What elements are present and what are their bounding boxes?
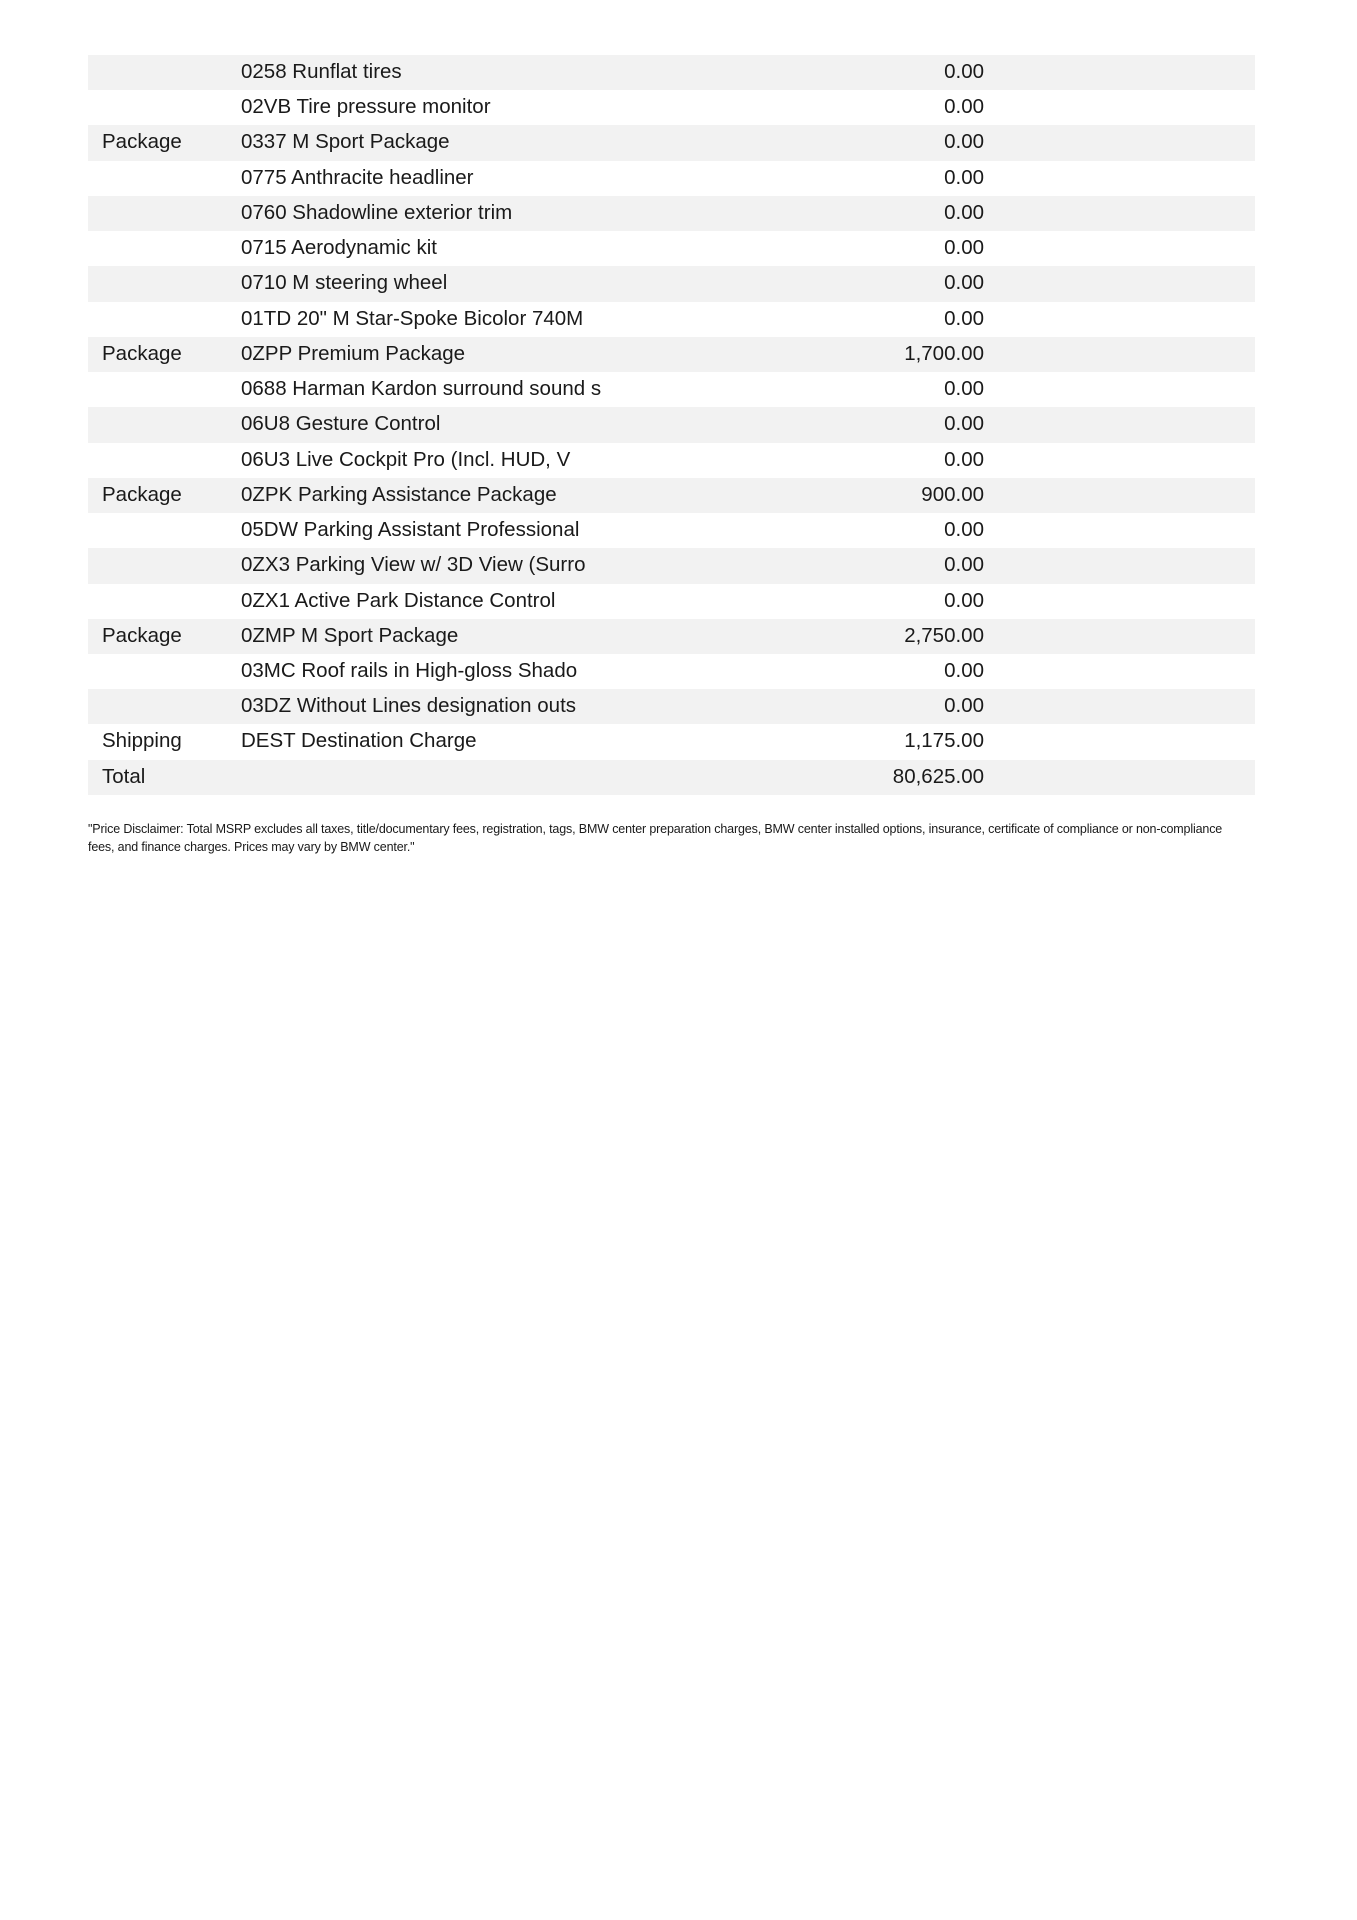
row-amount: 0.00 <box>944 165 984 189</box>
row-description <box>233 760 818 795</box>
row-amount: 80,625.00 <box>818 760 998 795</box>
row-description: 0337 M Sport Package <box>233 125 818 160</box>
row-type <box>88 654 233 689</box>
price-disclaimer: "Price Disclaimer: Total MSRP excludes all taxes, title/documentary fees, registration, tags, BMW center preparation charges, BMW center installed options, insurance, certificate of compliance or non-compliance fees, and finance charges. Prices may vary by BMW center." <box>88 821 1223 854</box>
row-description: 0688 Harman Kardon surround sound s <box>241 377 602 401</box>
table-row <box>88 654 1255 689</box>
row-spacer <box>998 302 1255 337</box>
table-row <box>88 337 1255 372</box>
table-row <box>88 760 1255 795</box>
table-row <box>88 372 1255 407</box>
row-amount: 0.00 <box>944 95 984 119</box>
row-description: 05DW Parking Assistant Professional <box>241 518 580 542</box>
table-row <box>88 266 1255 301</box>
table-row <box>88 302 1255 337</box>
row-type: Total <box>88 760 233 795</box>
row-description: 0ZPK Parking Assistance Package <box>233 478 818 513</box>
row-amount: 0.00 <box>818 548 998 583</box>
row-type <box>88 443 233 478</box>
row-description: 0760 Shadowline exterior trim <box>233 196 818 231</box>
row-amount: 0.00 <box>944 377 984 401</box>
row-type <box>88 372 233 407</box>
table-row <box>88 161 1255 196</box>
table-row <box>88 196 1255 231</box>
row-type <box>88 161 233 196</box>
row-description: 0775 Anthracite headliner <box>241 165 474 189</box>
table-row <box>88 724 1255 759</box>
row-amount: 1,700.00 <box>818 337 998 372</box>
row-amount: 0.00 <box>944 658 984 682</box>
row-spacer <box>998 548 1255 583</box>
row-amount: 0.00 <box>944 447 984 471</box>
row-spacer <box>998 90 1255 125</box>
table-row <box>88 513 1255 548</box>
row-spacer <box>998 760 1255 795</box>
row-amount: 0.00 <box>818 689 998 724</box>
table-row <box>88 689 1255 724</box>
row-type: Package <box>88 478 233 513</box>
row-spacer <box>998 654 1255 689</box>
row-description: 03DZ Without Lines designation outs <box>233 689 818 724</box>
row-spacer <box>998 231 1255 266</box>
row-type: Package <box>88 337 233 372</box>
table-row <box>88 407 1255 442</box>
row-spacer <box>998 125 1255 160</box>
table-row <box>88 231 1255 266</box>
row-spacer <box>998 443 1255 478</box>
row-description: 01TD 20" M Star-Spoke Bicolor 740M <box>241 306 584 330</box>
row-description: 0258 Runflat tires <box>233 55 818 90</box>
row-spacer <box>998 337 1255 372</box>
row-type <box>88 55 233 90</box>
row-description: 03MC Roof rails in High-gloss Shado <box>241 658 578 682</box>
row-type <box>88 266 233 301</box>
row-amount: 0.00 <box>944 588 984 612</box>
row-spacer <box>998 619 1255 654</box>
row-amount: 0.00 <box>818 266 998 301</box>
row-type <box>88 196 233 231</box>
row-description: 0ZMP M Sport Package <box>233 619 818 654</box>
row-type <box>88 584 233 619</box>
table-row <box>88 125 1255 160</box>
row-amount: 0.00 <box>944 518 984 542</box>
row-spacer <box>998 407 1255 442</box>
row-type <box>88 302 233 337</box>
row-description: 0710 M steering wheel <box>233 266 818 301</box>
row-amount: 0.00 <box>818 55 998 90</box>
table-row <box>88 584 1255 619</box>
row-spacer <box>998 161 1255 196</box>
row-amount: 900.00 <box>818 478 998 513</box>
row-description: 02VB Tire pressure monitor <box>241 95 491 119</box>
row-spacer <box>998 196 1255 231</box>
row-type <box>88 513 233 548</box>
pricing-table-body <box>88 55 1255 795</box>
row-type: Package <box>88 619 233 654</box>
row-spacer <box>998 372 1255 407</box>
row-spacer <box>998 724 1255 759</box>
row-spacer <box>998 689 1255 724</box>
row-type <box>88 548 233 583</box>
table-row <box>88 90 1255 125</box>
row-description: 0ZX1 Active Park Distance Control <box>241 588 556 612</box>
row-spacer <box>998 266 1255 301</box>
row-description: 0ZPP Premium Package <box>233 337 818 372</box>
row-spacer <box>998 478 1255 513</box>
row-description: 0ZX3 Parking View w/ 3D View (Surro <box>233 548 818 583</box>
row-type: Shipping <box>102 729 182 753</box>
row-amount: 2,750.00 <box>818 619 998 654</box>
row-type: Package <box>88 125 233 160</box>
row-amount: 0.00 <box>944 306 984 330</box>
row-spacer <box>998 513 1255 548</box>
row-spacer <box>998 55 1255 90</box>
row-amount: 0.00 <box>818 407 998 442</box>
row-amount: 1,175.00 <box>904 729 984 753</box>
row-amount: 0.00 <box>818 125 998 160</box>
row-type <box>88 231 233 266</box>
row-description: DEST Destination Charge <box>241 729 477 753</box>
row-description: 0715 Aerodynamic kit <box>241 236 438 260</box>
table-row <box>88 548 1255 583</box>
table-row <box>88 443 1255 478</box>
row-amount: 0.00 <box>944 236 984 260</box>
row-type <box>88 407 233 442</box>
table-row <box>88 55 1255 90</box>
table-row <box>88 619 1255 654</box>
row-type <box>88 689 233 724</box>
table-row <box>88 478 1255 513</box>
pricing-table <box>88 55 1255 795</box>
row-description: 06U3 Live Cockpit Pro (Incl. HUD, V <box>241 447 571 471</box>
row-description: 06U8 Gesture Control <box>233 407 818 442</box>
row-type <box>88 90 233 125</box>
row-spacer <box>998 584 1255 619</box>
row-amount: 0.00 <box>818 196 998 231</box>
